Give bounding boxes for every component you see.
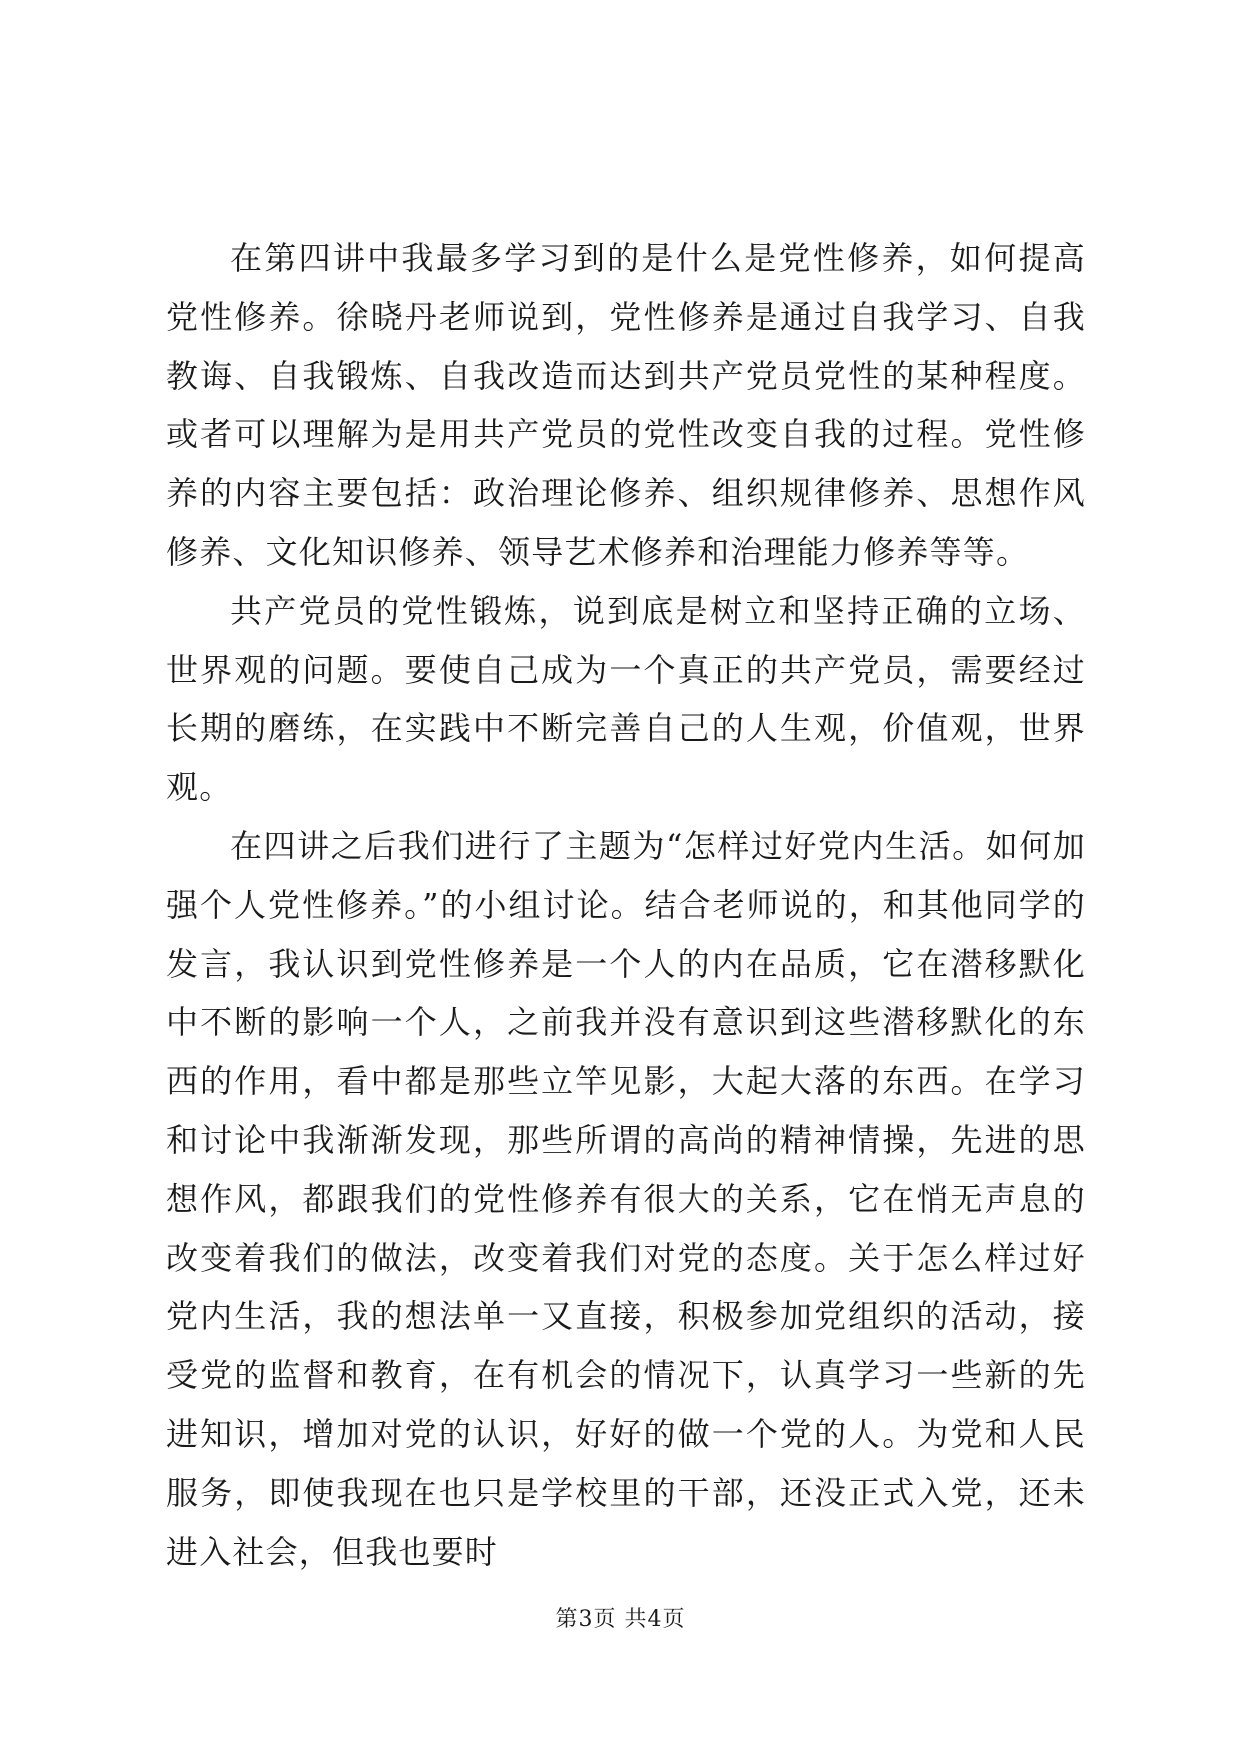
paragraph-2: 共产党员的党性锻炼，说到底是树立和坚持正确的立场、世界观的问题。要使自己成为一个真正的共产党员，需要经过长期的磨练，在实践中不断完善自己的人生观，价值观，世界观。	[166, 591, 1086, 807]
document-body	[166, 229, 1086, 1581]
paragraph-1: 在第四讲中我最多学习到的是什么是党性修养，如何提高党性修养。徐晓丹老师说到，党性修养是通过自我学习、自我教诲、自我锻炼、自我改造而达到共产党员党性的某种程度。或者可以理解为是用共产党员的党性改变自我的过程。党性修养的内容主要包括：政治理论修养、组织规律修养、思想作风修养、文化知识修养、领导艺术修养和治理能力修养等等。	[166, 239, 1086, 571]
page-footer: 第3页 共4页	[555, 1607, 686, 1632]
paragraph-3: 在四讲之后我们进行了主题为“怎样过好党内生活。如何加强个人党性修养。”的小组讨论。结合老师说的，和其他同学的发言，我认识到党性修养是一个人的内在品质，它在潜移默化中不断的影响一个人，之前我并没有意识到这些潜移默化的东西的作用，看中都是那些立竿见影，大起大落的东西。在学习和讨论中我渐渐发现，那些所谓的高尚的精神情操，先进的思想作风，都跟我们的党性修养有很大的关系，它在悄无声息的改变着我们的做法，改变着我们对党的态度。关于怎么样过好党内生活，我的想法单一又直接，积极参加党组织的活动，接受党的监督和教育，在有机会的情况下，认真学习一些新的先进知识，增加对党的认识，好好的做一个党的人。为党和人民服务，即使我现在也只是学校里的干部，还没正式入党，还未进入社会，但我也要时	[166, 826, 1086, 1571]
